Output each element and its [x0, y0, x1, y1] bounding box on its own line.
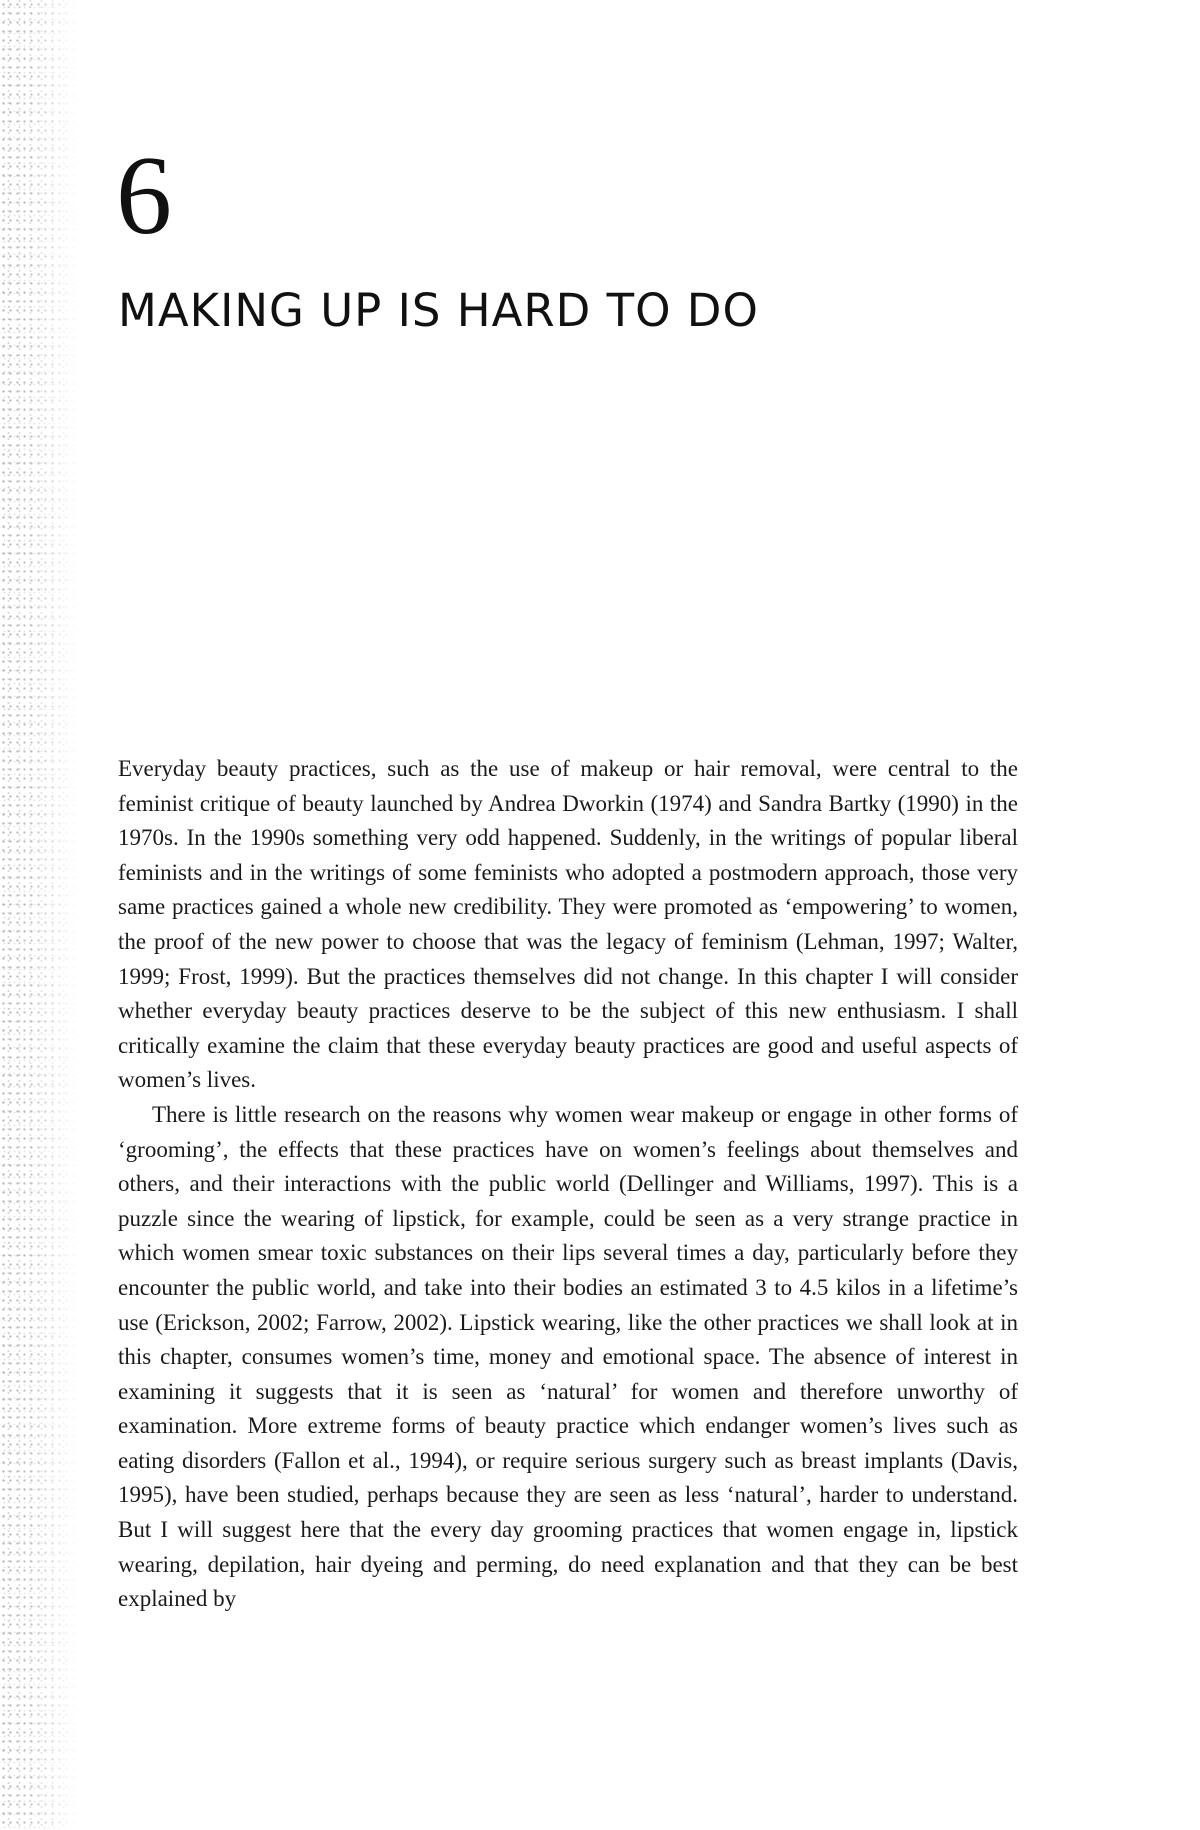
chapter-number: 6 — [116, 134, 172, 258]
chapter-body — [118, 752, 1018, 1617]
chapter-title: MAKING UP IS HARD TO DO — [118, 284, 759, 337]
scanned-page-edge — [0, 0, 78, 1830]
body-paragraph-1: Everyday beauty practices, such as the use of makeup or hair removal, were central to the feminist critique of beauty launched by Andrea Dworkin (1974) and Sandra Bartky (1990) in the 1970s. In the 1990s something very odd happened. Suddenly, in the writings of popular liberal feminists and in the writings of some feminists who adopted a postmodern approach, those very same practices gained a whole new credibility. They were promoted as ‘empowering’ to women, the proof of the new power to choose that was the legacy of feminism (Lehman, 1997; Walter, 1999; Frost, 1999). But the practices themselves did not change. In this chapter I will consider whether everyday beauty practices deserve to be the subject of this new enthusiasm. I shall critically examine the claim that these everyday beauty practices are good and useful aspects of women’s lives. — [118, 756, 1018, 1093]
body-paragraph-2: There is little research on the reasons why women wear makeup or engage in other forms of ‘grooming’, the effects that these practices have on women’s feelings about themselves and others, and their interactions with the public world (Dellinger and Williams, 1997). This is a puzzle since the wearing of lipstick, for example, could be seen as a very strange practice in which women smear toxic substances on their lips several times a day, particularly before they encounter the public world, and take into their bodies an estimated 3 to 4.5 kilos in a lifetime’s use (Erickson, 2002; Farrow, 2002). Lipstick wearing, like the other practices we shall look at in this chapter, consumes women’s time, money and emotional space. The absence of interest in examining it suggests that it is seen as ‘natural’ for women and therefore unworthy of examination. More extreme forms of beauty practice which endanger women’s lives such as eating disorders (Fallon et al., 1994), or require serious surgery such as breast implants (Davis, 1995), have been studied, perhaps because they are seen as less ‘natural’, harder to understand. But I will suggest here that the every day grooming practices that women engage in, lipstick wearing, depilation, hair dyeing and perming, do need explanation and that they can be best explained by — [118, 1101, 1018, 1612]
